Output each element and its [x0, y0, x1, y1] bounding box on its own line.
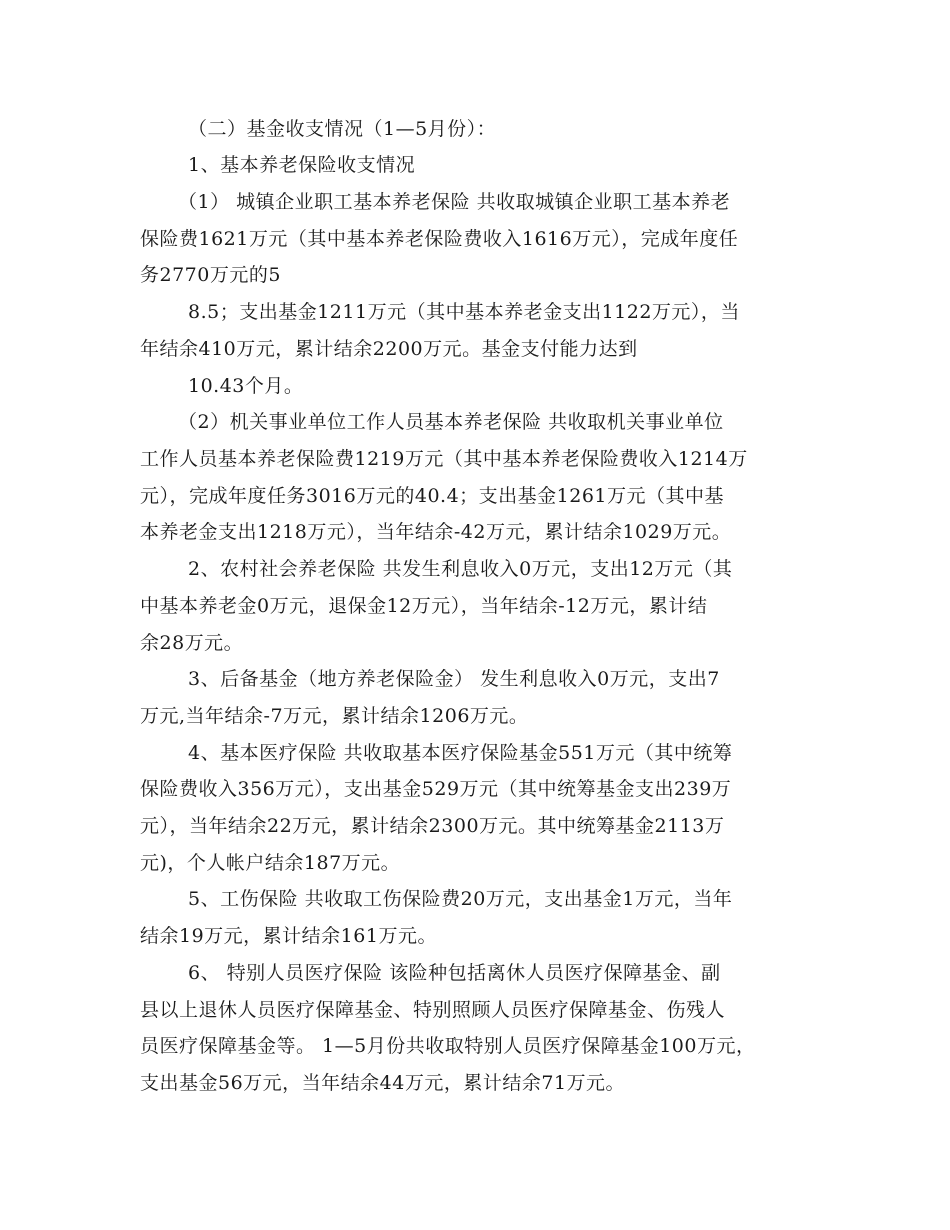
paragraph-line: 2、农村社会养老保险 共发生利息收入0万元，支出12万元（其: [188, 558, 733, 580]
paragraph-line: 年结余410万元，累计结余2200万元。基金支付能力达到: [140, 338, 638, 360]
section-heading-fund-income-expenditure: （二）基金收支情况（1—5月份）：: [188, 118, 497, 140]
paragraph-line: 4、基本医疗保险 共收取基本医疗保险基金551万元（其中统筹: [188, 742, 733, 764]
paragraph-line: 元），当年结余22万元，累计结余2300万元。其中统筹基金2113万: [140, 815, 725, 837]
paragraph-line: 3、后备基金（地方养老保险金） 发生利息收入0万元，支出7: [188, 668, 720, 690]
paragraph-line: 县以上退休人员医疗保障基金、特别照顾人员医疗保障基金、伤残人: [140, 999, 726, 1021]
paragraph-line: 员医疗保障基金等。 1—5月份共收取特别人员医疗保障基金100万元，: [140, 1035, 756, 1057]
paragraph-line: 工作人员基本养老保险费1219万元（其中基本养老保险费收入1214万: [140, 448, 748, 470]
paragraph-line: （2）机关事业单位工作人员基本养老保险 共收取机关事业单位: [178, 411, 724, 433]
paragraph-line: 万元,当年结余-7万元，累计结余1206万元。: [140, 705, 529, 727]
subheading-basic-pension: 1、基本养老保险收支情况: [188, 154, 416, 176]
paragraph-line: 保险费收入356万元），支出基金529万元（其中统筹基金支出239万: [140, 778, 732, 800]
paragraph-line: 元），完成年度任务3016万元的40.4；支出基金1261万元（其中基: [140, 485, 725, 507]
paragraph-line: 6、 特别人员医疗保险 该险种包括离休人员医疗保障基金、副: [188, 962, 721, 984]
paragraph-line: 余28万元。: [140, 632, 244, 654]
paragraph-line: 8.5；支出基金1211万元（其中基本养老金支出1122万元），当: [188, 301, 740, 323]
paragraph-line: （1） 城镇企业职工基本养老保险 共收取城镇企业职工基本养老: [178, 191, 731, 213]
paragraph-line: 本养老金支出1218万元），当年结余-42万元，累计结余1029万元。: [140, 521, 732, 543]
paragraph-line: 保险费1621万元（其中基本养老保险费收入1616万元），完成年度任: [140, 228, 739, 250]
paragraph-line: 结余19万元，累计结余161万元。: [140, 925, 437, 947]
paragraph-line: 支出基金56万元，当年结余44万元，累计结余71万元。: [140, 1072, 626, 1094]
paragraph-line: 5、工伤保险 共收取工伤保险费20万元，支出基金1万元，当年: [188, 888, 733, 910]
paragraph-line: 务2770万元的5: [140, 264, 281, 286]
paragraph-line: 元)，个人帐户结余187万元。: [140, 852, 401, 874]
paragraph-line: 10.43个月。: [188, 375, 304, 397]
paragraph-line: 中基本养老金0万元，退保金12万元），当年结余-12万元，累计结: [140, 595, 708, 617]
